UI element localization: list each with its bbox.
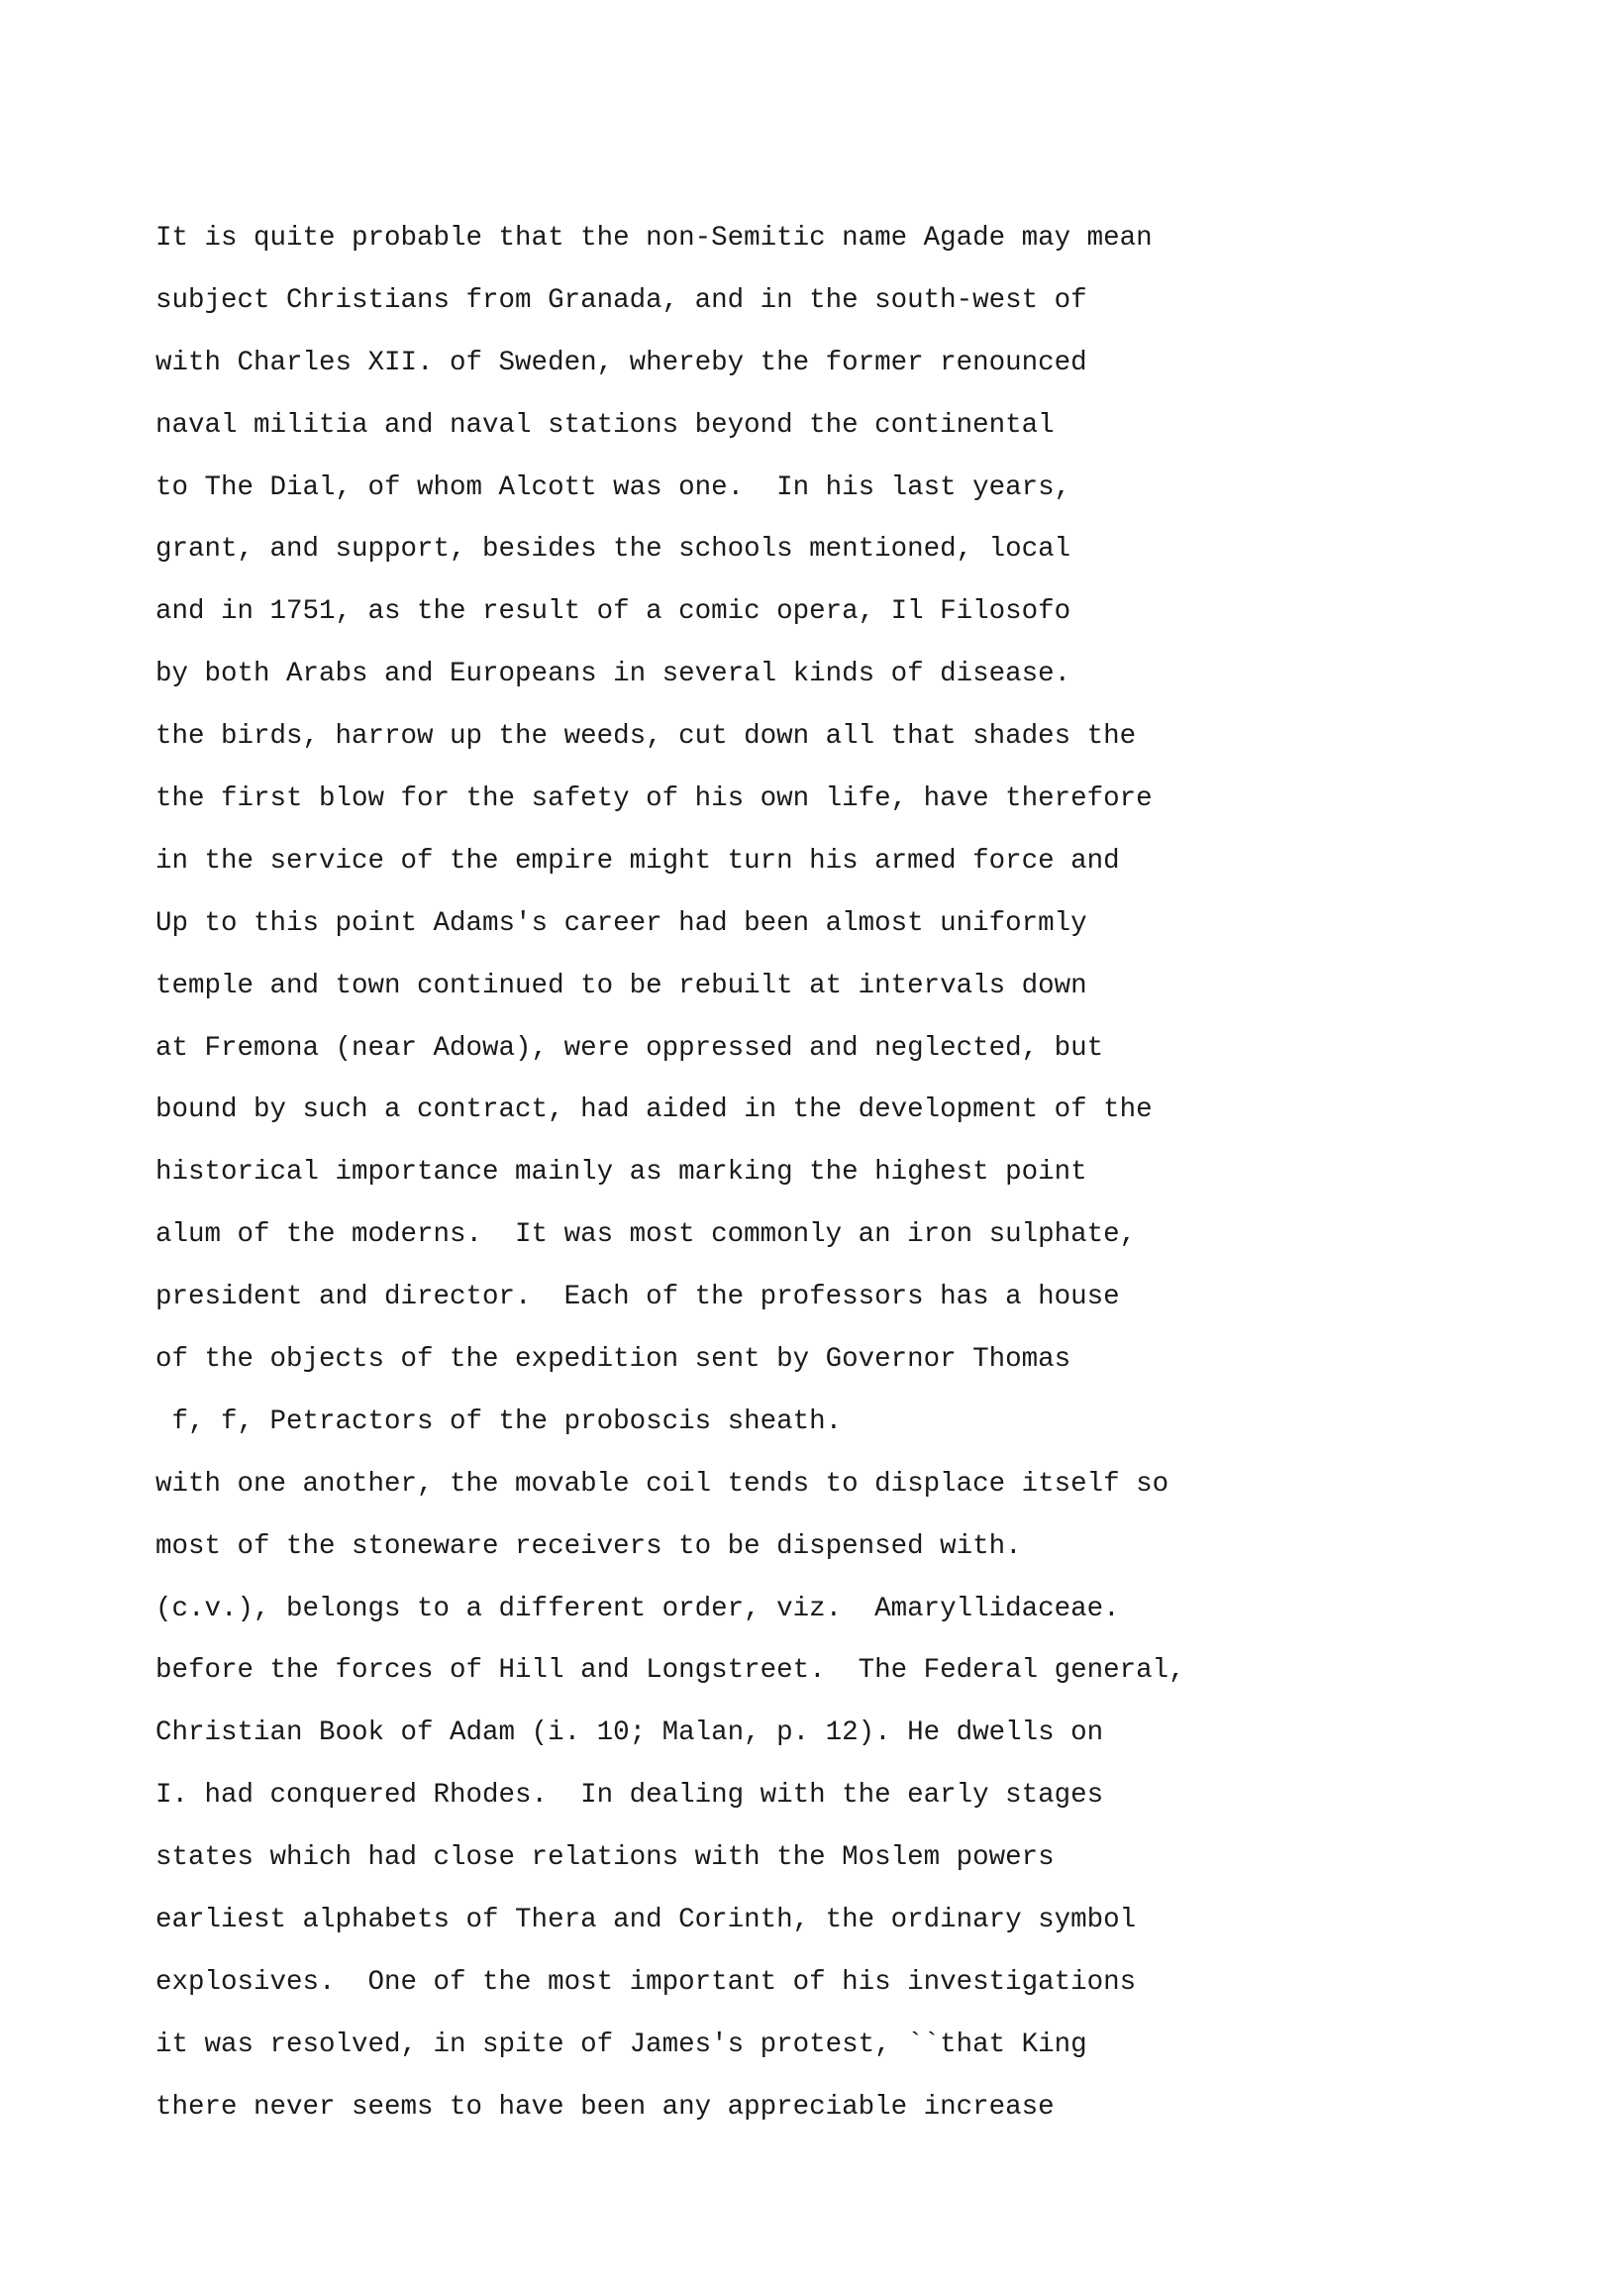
text-line: president and director. Each of the professors has a house bbox=[155, 1282, 1120, 1313]
text-line: bound by such a contract, had aided in the development of the bbox=[155, 1094, 1153, 1126]
text-line: the first blow for the safety of his own life, have therefore bbox=[155, 783, 1153, 815]
text-line: naval militia and naval stations beyond the continental bbox=[155, 409, 1055, 441]
text-line: Christian Book of Adam (i. 10; Malan, p. 12). He dwells on bbox=[155, 1717, 1104, 1749]
text-line: states which had close relations with the Moslem powers bbox=[155, 1842, 1055, 1874]
text-line: and in 1751, as the result of a comic opera, Il Filosofo bbox=[155, 596, 1071, 628]
text-line: grant, and support, besides the schools mentioned, local bbox=[155, 534, 1071, 566]
text-line: It is quite probable that the non-Semitic name Agade may mean bbox=[155, 223, 1153, 254]
text-line: I. had conquered Rhodes. In dealing with the early stages bbox=[155, 1780, 1104, 1812]
text-line: in the service of the empire might turn his armed force and bbox=[155, 845, 1120, 877]
text-line: earliest alphabets of Thera and Corinth, the ordinary symbol bbox=[155, 1905, 1137, 1936]
text-line: alum of the moderns. It was most commonly an iron sulphate, bbox=[155, 1219, 1137, 1251]
text-line: historical importance mainly as marking the highest point bbox=[155, 1157, 1087, 1189]
text-body bbox=[155, 208, 1542, 2139]
text-line: there never seems to have been any appreciable increase bbox=[155, 2091, 1055, 2123]
text-line: subject Christians from Granada, and in the south-west of bbox=[155, 284, 1087, 316]
text-line: before the forces of Hill and Longstreet. The Federal general, bbox=[155, 1655, 1185, 1687]
text-line: the birds, harrow up the weeds, cut down all that shades the bbox=[155, 721, 1137, 753]
text-line: temple and town continued to be rebuilt at intervals down bbox=[155, 970, 1087, 1001]
text-line: it was resolved, in spite of James's protest, ``that King bbox=[155, 2028, 1087, 2060]
text-line: to The Dial, of whom Alcott was one. In his last years, bbox=[155, 471, 1071, 503]
text-line: f, f, Petractors of the proboscis sheath. bbox=[155, 1405, 843, 1437]
text-line: most of the stoneware receivers to be dispensed with. bbox=[155, 1530, 1022, 1562]
text-line: with one another, the movable coil tends to displace itself so bbox=[155, 1468, 1169, 1500]
text-line: with Charles XII. of Sweden, whereby the former renounced bbox=[155, 347, 1087, 378]
text-line: explosives. One of the most important of his investigations bbox=[155, 1966, 1137, 1998]
text-line: (c.v.), belongs to a different order, viz. Amaryllidaceae. bbox=[155, 1593, 1120, 1624]
text-line: of the objects of the expedition sent by Governor Thomas bbox=[155, 1344, 1071, 1376]
text-line: at Fremona (near Adowa), were oppressed and neglected, but bbox=[155, 1032, 1104, 1064]
text-line: by both Arabs and Europeans in several kinds of disease. bbox=[155, 659, 1071, 690]
text-line: Up to this point Adams's career had been almost uniformly bbox=[155, 907, 1087, 939]
